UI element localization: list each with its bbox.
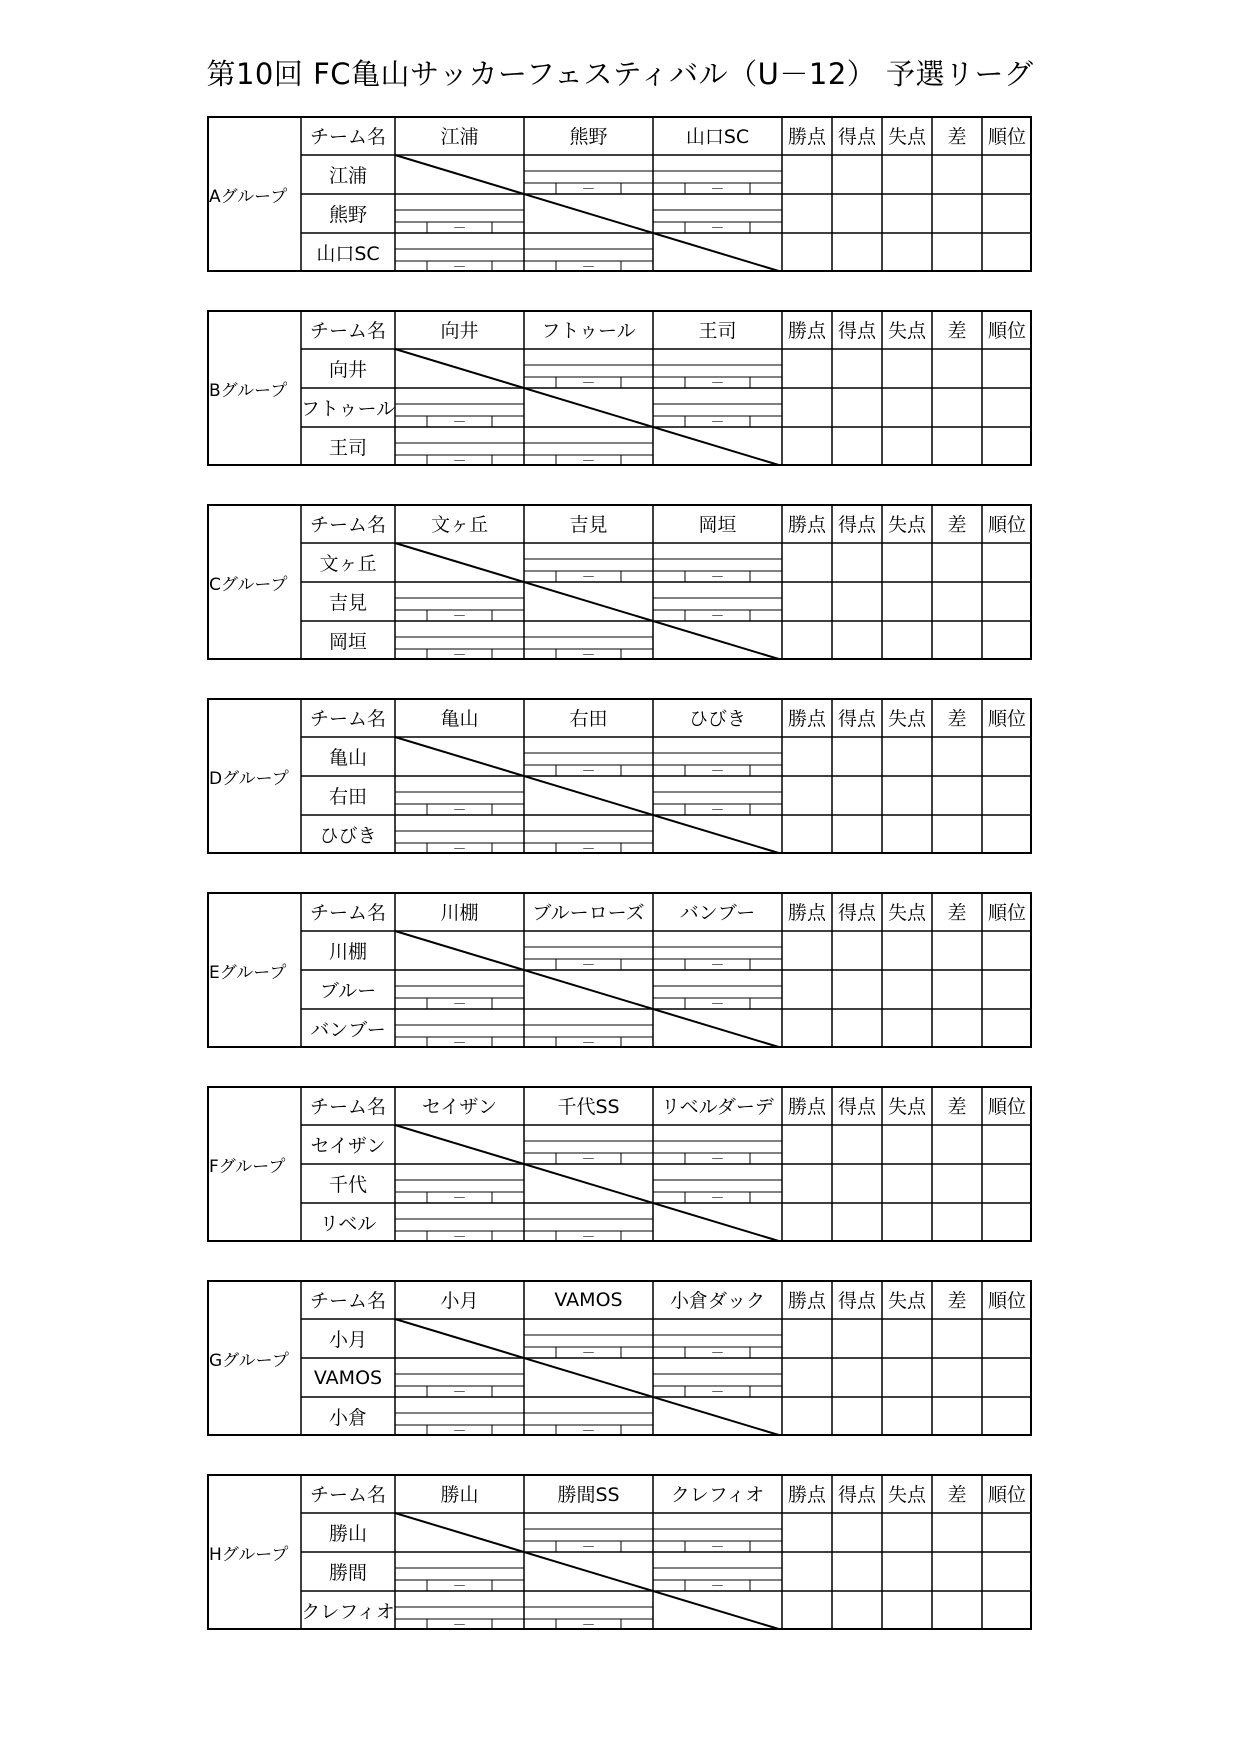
header-team-label: チーム名 [309,126,386,148]
score-separator: － [581,377,596,388]
score-separator: － [452,843,467,854]
row-team-name: 岡垣 [328,631,367,653]
column-team-name: ひびき [688,708,746,730]
column-team-name: 右田 [569,708,608,730]
stat-header: 失点 [887,514,926,536]
row-team-name: 山口SC [316,243,380,265]
row-team-name: フトゥール [301,398,395,420]
group-name: Bグループ [209,380,288,401]
header-team-label: チーム名 [309,514,386,536]
stat-header: 順位 [987,320,1026,342]
row-team-name: VAMOS [313,1366,383,1389]
column-team-name: 熊野 [569,126,608,148]
row-team-name: 王司 [328,437,367,459]
column-team-name: フトゥール [541,320,636,342]
row-team-name: 勝山 [328,1523,367,1545]
group-table [207,310,1032,466]
column-team-name: セイザン [421,1096,498,1118]
score-separator: － [710,183,725,194]
header-team-label: チーム名 [309,320,386,342]
stat-header: 差 [947,1290,967,1312]
stat-header: 差 [947,902,967,924]
column-team-name: 王司 [698,320,737,342]
score-separator: － [581,649,596,660]
stat-header: 差 [947,126,967,148]
stat-header: 勝点 [787,126,826,148]
score-separator: － [581,959,596,970]
score-separator: － [710,377,725,388]
header-team-label: チーム名 [309,1290,386,1312]
score-separator: － [710,1192,725,1203]
stat-header: 差 [947,320,967,342]
column-team-name: リベルダーデ [661,1096,774,1118]
score-separator: － [452,1037,467,1048]
stat-header: 得点 [837,1096,876,1118]
stat-header: 順位 [987,1484,1026,1506]
diagonal-line [395,155,782,272]
stat-header: 差 [947,1096,967,1118]
diagonal-line [395,1319,782,1436]
row-team-name: 小月 [328,1329,367,1351]
stat-header: 差 [947,1484,967,1506]
stat-header: 得点 [837,514,876,536]
column-team-name: バンブー [679,902,756,924]
row-team-name: リベル [319,1213,377,1235]
score-separator: － [581,261,596,272]
score-separator: － [452,222,467,233]
row-team-name: バンブー [310,1019,386,1041]
score-separator: － [710,571,725,582]
score-separator: － [710,1347,725,1358]
column-team-name: 山口SC [685,126,750,148]
group-name: Hグループ [209,1544,289,1565]
score-separator: － [710,222,725,233]
score-separator: － [710,998,725,1009]
row-team-name: 勝間 [328,1562,367,1584]
column-team-name: 向井 [440,320,479,342]
score-separator: － [581,1541,596,1552]
stat-header: 順位 [987,708,1026,730]
group-table [207,1474,1032,1630]
header-team-label: チーム名 [309,708,386,730]
score-separator: － [710,765,725,776]
score-separator: － [581,1425,596,1436]
stat-header: 順位 [987,1290,1026,1312]
header-team-label: チーム名 [309,1096,386,1118]
group-name: Fグループ [209,1156,286,1177]
score-separator: － [452,1231,467,1242]
stat-header: 失点 [887,708,926,730]
stat-header: 得点 [837,902,876,924]
group-name: Gグループ [209,1350,289,1371]
score-separator: － [452,998,467,1009]
group-table [207,1280,1032,1436]
score-separator: － [581,455,596,466]
score-separator: － [581,765,596,776]
score-separator: － [710,959,725,970]
row-team-name: 川棚 [328,941,367,963]
stat-header: 勝点 [787,1484,826,1506]
score-separator: － [710,1153,725,1164]
score-separator: － [452,1425,467,1436]
score-separator: － [452,1580,467,1591]
group-name: Dグループ [209,768,289,789]
row-team-name: 千代 [328,1174,367,1196]
header-team-label: チーム名 [309,902,386,924]
score-separator: － [452,1619,467,1630]
stat-header: 得点 [837,126,876,148]
stat-header: 勝点 [787,1096,826,1118]
diagonal-line [395,737,782,854]
column-team-name: 小月 [440,1290,479,1312]
stat-header: 失点 [887,1290,926,1312]
column-team-name: 文ヶ丘 [430,514,488,536]
score-separator: － [581,1347,596,1358]
row-team-name: 熊野 [328,204,367,226]
score-separator: － [710,1580,725,1591]
score-separator: － [452,416,467,427]
diagonal-line [395,543,782,660]
score-separator: － [452,261,467,272]
stat-header: 得点 [837,1484,876,1506]
column-team-name: 勝山 [440,1484,479,1506]
diagonal-line [395,1125,782,1242]
column-team-name: 勝間SS [557,1484,620,1506]
row-team-name: 文ヶ丘 [319,553,377,575]
row-team-name: セイザン [310,1135,386,1157]
stat-header: 差 [947,514,967,536]
stat-header: 失点 [887,1096,926,1118]
row-team-name: 小倉 [328,1407,367,1429]
stat-header: 得点 [837,1290,876,1312]
score-separator: － [452,1192,467,1203]
score-separator: － [452,455,467,466]
column-team-name: 江浦 [440,126,479,148]
stat-header: 順位 [987,1096,1026,1118]
group-name: Eグループ [209,962,287,983]
header-team-label: チーム名 [309,1484,386,1506]
row-team-name: ひびき [319,825,377,847]
row-team-name: 江浦 [328,165,367,187]
score-separator: － [581,1037,596,1048]
score-separator: － [581,1153,596,1164]
stat-header: 順位 [987,126,1026,148]
stat-header: 勝点 [787,1290,826,1312]
score-separator: － [710,610,725,621]
stat-header: 勝点 [787,708,826,730]
row-team-name: 右田 [328,786,367,808]
score-separator: － [452,610,467,621]
stat-header: 勝点 [787,320,826,342]
diagonal-line [395,931,782,1048]
stat-header: 勝点 [787,514,826,536]
score-separator: － [581,571,596,582]
column-team-name: VAMOS [554,1288,623,1311]
column-team-name: ブルーローズ [532,902,645,924]
stat-header: 順位 [987,514,1026,536]
stat-header: 勝点 [787,902,826,924]
stat-header: 失点 [887,126,926,148]
row-team-name: ブルー [319,980,377,1002]
score-separator: － [710,1541,725,1552]
row-team-name: 向井 [328,359,367,381]
stat-header: 失点 [887,320,926,342]
stat-header: 得点 [837,708,876,730]
stat-header: 順位 [987,902,1026,924]
score-separator: － [452,804,467,815]
group-name: Cグループ [209,574,288,595]
group-table [207,1086,1032,1242]
score-separator: － [581,183,596,194]
page-title: 第10回 FC亀山サッカーフェスティバル（U－12） 予選リーグ [206,57,1034,91]
stat-header: 得点 [837,320,876,342]
diagonal-line [395,349,782,466]
diagonal-line [395,1513,782,1630]
column-team-name: 亀山 [440,708,479,730]
score-separator: － [581,1231,596,1242]
column-team-name: 千代SS [557,1096,620,1118]
column-team-name: 吉見 [569,514,608,536]
group-table [207,116,1032,272]
stat-header: 失点 [887,1484,926,1506]
stat-header: 失点 [887,902,926,924]
group-table [207,698,1032,854]
column-team-name: 川棚 [440,902,479,924]
score-separator: － [452,649,467,660]
group-table [207,892,1032,1048]
stat-header: 差 [947,708,967,730]
column-team-name: 小倉ダック [669,1290,765,1312]
group-table [207,504,1032,660]
score-separator: － [452,1386,467,1397]
group-name: Aグループ [209,186,288,207]
row-team-name: 亀山 [328,747,367,769]
column-team-name: 岡垣 [698,514,737,536]
score-separator: － [581,843,596,854]
row-team-name: 吉見 [328,592,367,614]
row-team-name: クレフィオ [301,1601,395,1623]
column-team-name: クレフィオ [670,1484,765,1506]
score-separator: － [710,1386,725,1397]
score-separator: － [581,1619,596,1630]
score-separator: － [710,416,725,427]
score-separator: － [710,804,725,815]
